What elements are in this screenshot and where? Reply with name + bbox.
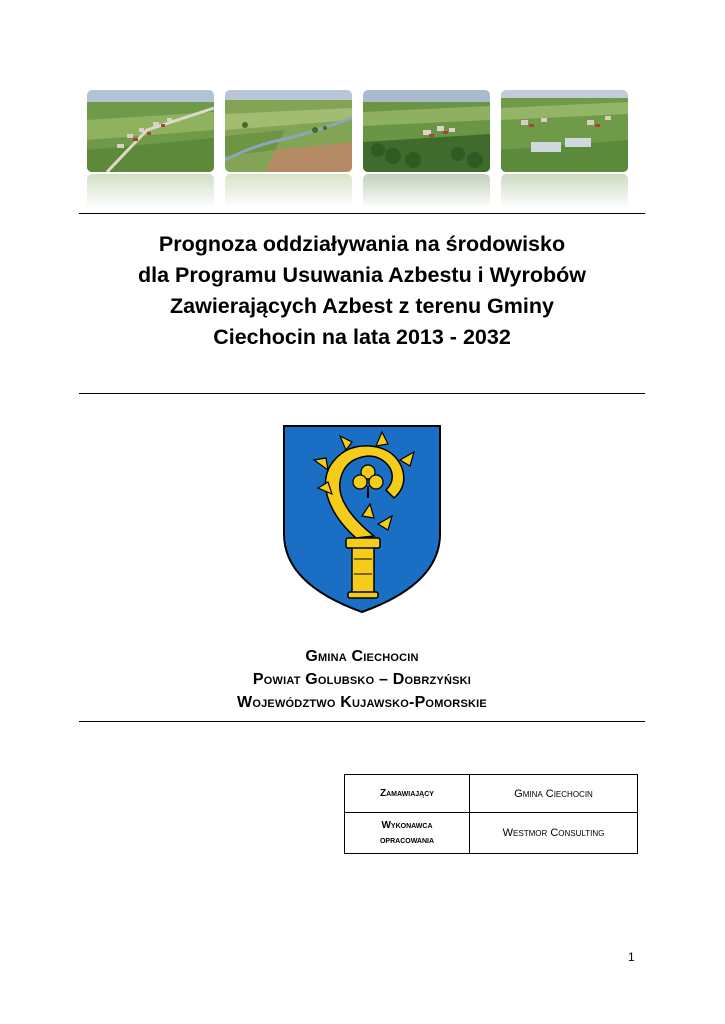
aerial-photo-village-road <box>87 90 214 210</box>
divider-bottom <box>79 721 645 722</box>
title-line-3: Zawierających Azbest z terenu Gminy <box>170 294 554 318</box>
aerial-photo-river-fields <box>225 90 352 210</box>
ordering-value: Gmina Ciechocin <box>470 775 638 813</box>
page-number: 1 <box>628 950 635 964</box>
aerial-photo-greenhouses <box>501 90 628 210</box>
divider-middle <box>79 393 645 394</box>
powiat-name: Powiat Golubsko – Dobrzyński <box>252 671 472 688</box>
location-block <box>79 645 645 714</box>
document-title <box>79 229 645 353</box>
table-row <box>345 775 638 813</box>
contractor-label-line-1: Wykonawca <box>381 820 433 831</box>
header-photo-strip <box>87 90 627 210</box>
contractor-label <box>345 813 470 854</box>
crozier-coat-of-arms-icon <box>282 424 442 614</box>
aerial-photo-village-trees <box>363 90 490 210</box>
gmina-name: Gmina Ciechocin <box>305 648 419 665</box>
wojewodztwo-name: Województwo Kujawsko-Pomorskie <box>237 694 487 711</box>
info-table <box>344 774 638 854</box>
divider-top <box>79 213 645 214</box>
title-line-4: Ciechocin na lata 2013 - 2032 <box>213 325 511 349</box>
ordering-label: Zamawiający <box>345 775 470 813</box>
contractor-label-line-2: opracowania <box>379 835 435 846</box>
table-row <box>345 813 638 854</box>
contractor-value: Westmor Consulting <box>470 813 638 854</box>
title-line-2: dla Programu Usuwania Azbestu i Wyrobów <box>138 263 586 287</box>
title-line-1: Prognoza oddziaływania na środowisko <box>158 232 566 256</box>
